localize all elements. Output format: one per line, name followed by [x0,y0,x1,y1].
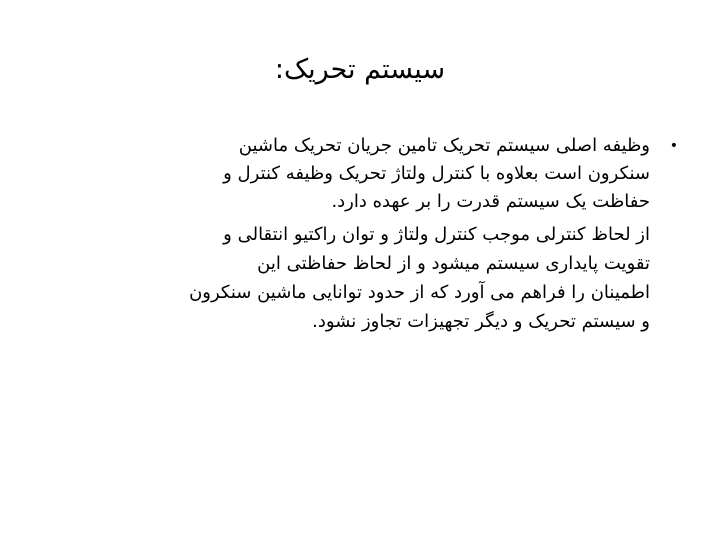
paragraph-2-line-2: تقویت پایداری سیستم میشود و از لحاظ حفاظتی این [257,253,650,274]
paragraph-1-line-1: وظیفه اصلی سیستم تحریک تامین جریان تحریک ماشین [238,135,650,156]
paragraph-1 [50,132,650,216]
paragraph-2-line-3: اطمینان را فراهم می آورد که از حدود توانایی ماشین سنکرون [189,282,650,303]
paragraph-1-line-2: سنکرون است بعلاوه با کنترل ولتاژ تحریک وظیفه کنترل و [223,163,650,184]
paragraph-2-line-1: از لحاظ کنترلی موجب کنترل ولتاژ و توان راکتیو انتقالی و [223,224,650,245]
bullet-icon: • [669,138,678,154]
paragraph-2-line-4: و سیستم تحریک و دیگر تجهیزات تجاوز نشود. [312,311,650,332]
slide-body [50,132,650,336]
paragraph-1-line-3: حفاظت یک سیستم قدرت را بر عهده دارد. [331,191,650,212]
paragraph-2 [50,220,650,336]
slide-title: سیستم تحریک: [274,54,446,85]
